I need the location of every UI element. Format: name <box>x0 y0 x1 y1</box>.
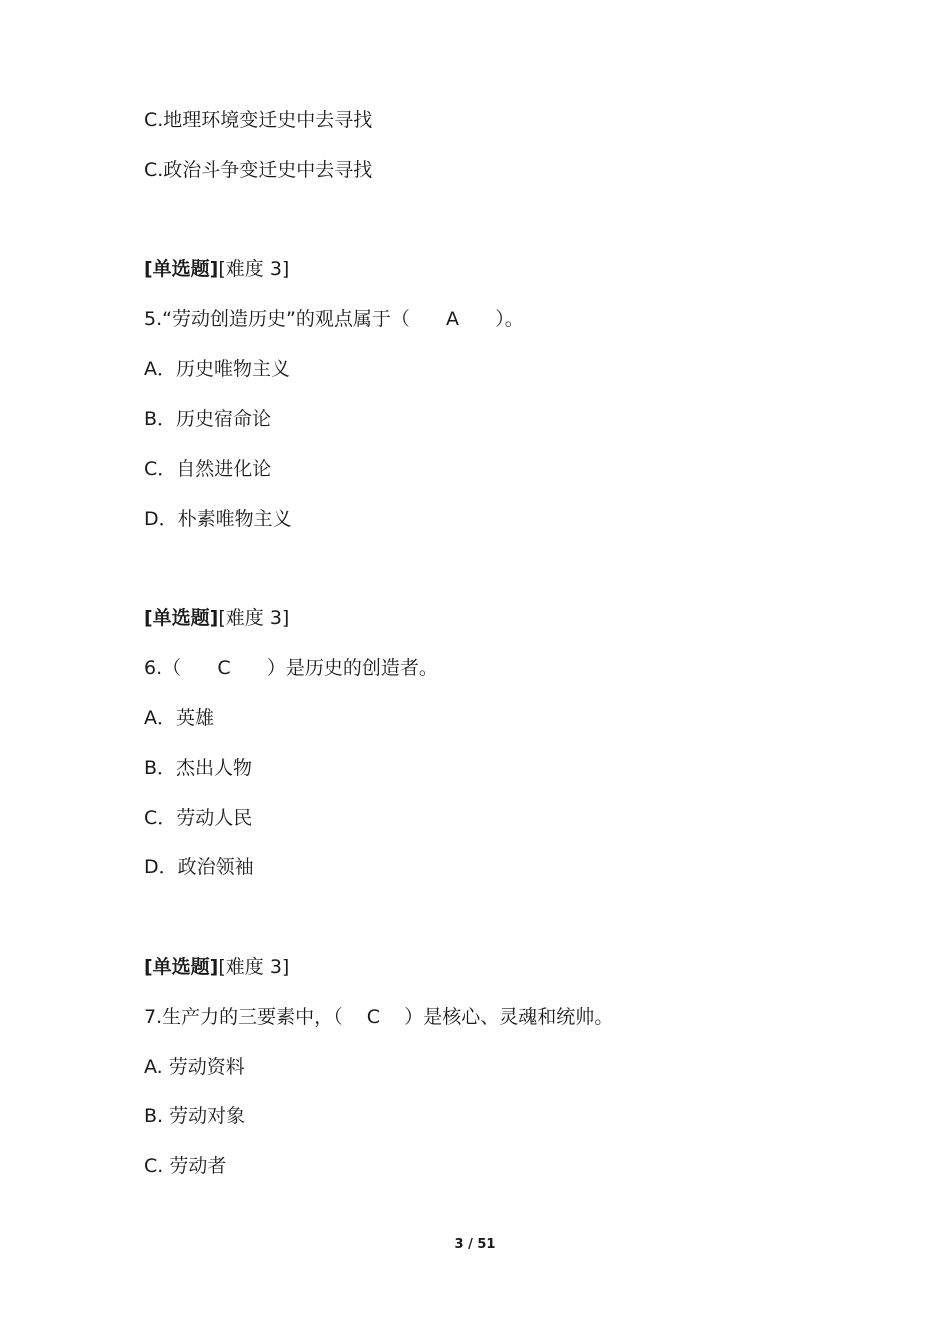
option-c-geography: C.地理环境变迁史中去寻找 <box>144 109 373 131</box>
question-5-stem: 5.“劳动创造历史”的观点属于（ A ）。 <box>144 308 524 330</box>
question-5-header <box>144 256 289 282</box>
question-5-option-a: A．历史唯物主义 <box>144 358 290 380</box>
question-5-option-b: B．历史宿命论 <box>144 408 272 430</box>
option-c-politics: C.政治斗争变迁史中去寻找 <box>144 159 373 181</box>
question-6-option-d: D．政治领袖 <box>144 856 254 878</box>
question-7-option-b: B. 劳动对象 <box>144 1105 246 1127</box>
difficulty-tag: [难度 3] <box>218 956 290 978</box>
question-5-option-d: D．朴素唯物主义 <box>144 508 292 530</box>
question-6-option-b: B．杰出人物 <box>144 757 253 779</box>
difficulty-tag: [难度 3] <box>218 607 290 629</box>
question-type-tag: [单选题] <box>144 607 219 629</box>
question-7-option-c: C. 劳动者 <box>144 1155 227 1177</box>
difficulty-tag: [难度 3] <box>218 258 290 280</box>
current-page-number: 3 <box>454 1237 464 1252</box>
question-7-option-a: A. 劳动资料 <box>144 1056 245 1078</box>
total-page-count: 51 <box>477 1237 496 1252</box>
question-type-tag: [单选题] <box>144 258 219 280</box>
question-type-tag: [单选题] <box>144 956 219 978</box>
question-7-header <box>144 954 289 980</box>
question-7-stem: 7.生产力的三要素中，（ C ）是核心、灵魂和统帅。 <box>144 1006 614 1028</box>
question-5-option-c: C．自然进化论 <box>144 458 272 480</box>
question-6-header <box>144 605 289 631</box>
page-footer <box>0 1236 950 1254</box>
question-6-option-a: A．英雄 <box>144 707 214 729</box>
question-6-stem: 6.（ C ）是历史的创造者。 <box>144 657 438 679</box>
question-6-option-c: C．劳动人民 <box>144 807 253 829</box>
page-separator: / <box>468 1237 473 1252</box>
